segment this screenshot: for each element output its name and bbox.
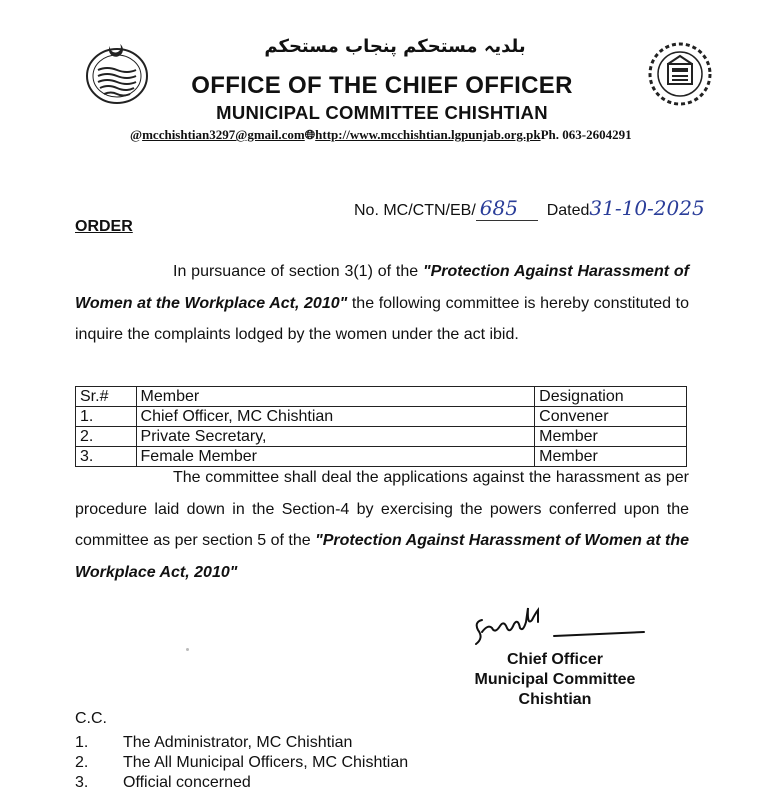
cc-item <box>75 734 352 752</box>
cell-member: Private Secretary, <box>136 427 535 447</box>
cell-member: Chief Officer, MC Chishtian <box>136 407 535 427</box>
dated-label: Dated <box>546 202 590 219</box>
scan-speck <box>186 648 189 651</box>
cell-member: Female Member <box>136 447 535 467</box>
cc-item <box>75 754 408 772</box>
paragraph-2 <box>75 462 689 588</box>
cc-item-number: 1. <box>75 734 89 751</box>
header-sr: Sr.# <box>76 387 137 407</box>
website-link[interactable]: http://www.mcchishtian.lgpunjab.org.pk <box>315 127 541 142</box>
act-name-2: "Protection Against Harassment of Women at the Workplace Act, 2010" <box>75 532 689 581</box>
header-designation: Designation <box>535 387 687 407</box>
signatory-title: Chief Officer <box>506 651 603 668</box>
table-row <box>76 427 687 447</box>
signatory-location: Chishtian <box>518 691 592 708</box>
cc-item-number: 2. <box>75 754 89 771</box>
email-icon: @ <box>130 127 143 142</box>
reference-number: 685 <box>476 196 538 221</box>
cc-item-text: The Administrator, MC Chishtian <box>123 734 353 751</box>
act-name-1: "Protection Against Harassment of Women at the Workplace Act, 2010" <box>75 263 689 312</box>
globe-icon: 🌐︎ <box>304 127 316 142</box>
cell-sr: 3. <box>76 447 137 467</box>
cc-item-text: Official concerned <box>123 774 251 791</box>
office-title: OFFICE OF THE CHIEF OFFICER <box>191 72 573 99</box>
committee-table <box>75 386 687 467</box>
table-header-row <box>76 387 687 407</box>
urdu-slogan: بلدیہ مستحکم پنجاب مستحکم <box>264 36 526 57</box>
cell-designation: Member <box>535 427 687 447</box>
cell-sr: 1. <box>76 407 137 427</box>
cell-designation: Member <box>535 447 687 467</box>
paragraph-2-text: The committee shall deal the applications against the harassment as per procedure laid down in the Section-4 by exercising the powers conferred upon the committee as per section 5 of the <box>75 469 689 549</box>
dated-value: 31-10-2025 <box>589 196 705 220</box>
cc-label: C.C. <box>75 710 107 727</box>
cc-item-text: The All Municipal Officers, MC Chishtian <box>123 754 409 771</box>
signature-block <box>460 650 650 710</box>
paragraph-1 <box>75 256 689 351</box>
signature <box>468 602 648 648</box>
reference-label: No. MC/CTN/EB/ <box>354 202 476 219</box>
punjab-logo <box>78 38 156 108</box>
cc-item <box>75 774 251 792</box>
municipal-seal-logo <box>646 40 714 108</box>
order-heading: ORDER <box>75 218 133 235</box>
table-row <box>76 407 687 427</box>
committee-title: MUNICIPAL COMMITTEE CHISHTIAN <box>216 102 548 123</box>
email-link[interactable]: mcchishtian3297@gmail.com <box>142 127 305 142</box>
contact-line <box>130 127 650 143</box>
reference-line <box>354 196 705 221</box>
header-member: Member <box>136 387 535 407</box>
paragraph-1-rest: the following committee is hereby constituted to inquire the complaints lodged by the women under the act ibid. <box>75 294 690 343</box>
paragraph-1-intro: In pursuance of section 3(1) of the <box>173 263 419 280</box>
cell-sr: 2. <box>76 427 137 447</box>
cell-designation: Convener <box>535 407 687 427</box>
phone-number: Ph. 063-2604291 <box>540 127 632 142</box>
cc-item-number: 3. <box>75 774 89 791</box>
signatory-office: Municipal Committee <box>474 671 636 688</box>
